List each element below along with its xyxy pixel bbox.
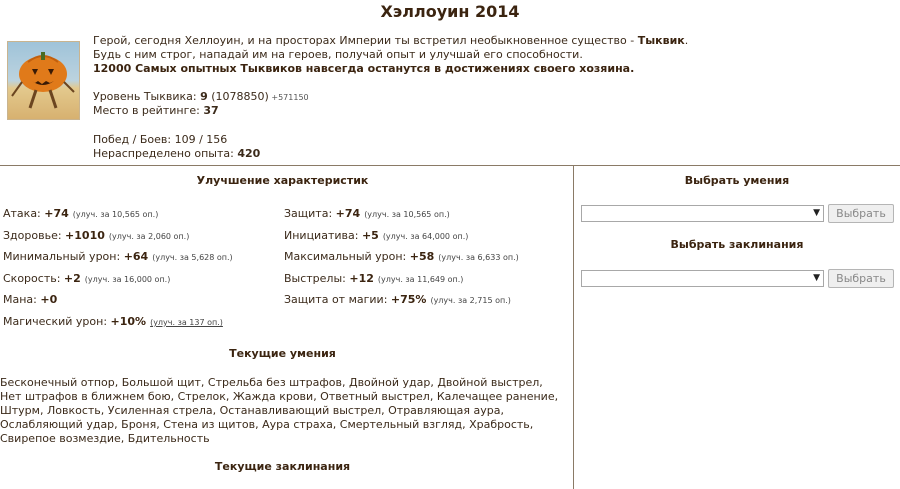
creature-name: Тыквик [637, 34, 685, 47]
unspent-label: Нераспределено опыта: [93, 147, 238, 160]
improve-title: Улучшение характеристик [196, 174, 369, 187]
skills-list: Бесконечный отпор, Большой щит, Стрельба без штрафов, Двойной удар, Двойной выстрел, Нет штрафов в ближнем бою, Стрелок, Жажда крови, Ответный выстрел, Калечащее ранение, Штурм, Ловкость, Усиленная стрела, Останавливающий выстрел, Отравляющая аура, Ослабляющий удар, Броня, Стена из щитов, Аура страха, Смертельный взгляд, Храбрость, Свирепое возмездие, Бдительность [0, 376, 559, 445]
skills-select[interactable] [581, 205, 824, 222]
rank-value: 37 [203, 104, 219, 117]
rank-row [93, 104, 219, 118]
improve-link[interactable]: (улуч. за 10,565 оп.) [364, 210, 450, 219]
attr-label: Мана: [3, 293, 41, 306]
improve-link[interactable]: (улуч. за 6,633 оп.) [438, 253, 519, 262]
improve-link[interactable]: (улуч. за 64,000 оп.) [382, 232, 469, 241]
attr-label: Выстрелы: [284, 272, 350, 285]
wins-row: Побед / Боев: 109 / 156 [93, 133, 228, 146]
pumpkin-avatar [7, 41, 80, 120]
attr-health [3, 229, 189, 242]
page-title: Хэллоуин 2014 [380, 2, 520, 21]
attr-label: Защита: [284, 207, 336, 220]
attr-label: Инициатива: [284, 229, 362, 242]
choose-skill-button[interactable]: Выбрать [828, 204, 894, 223]
improve-link[interactable]: (улуч. за 16,000 оп.) [84, 275, 171, 284]
attr-magic-damage [3, 315, 223, 328]
choose-spells-title: Выбрать заклинания [670, 238, 804, 251]
attr-label: Скорость: [3, 272, 64, 285]
attr-label: Защита от магии: [284, 293, 391, 306]
rank-label: Место в рейтинге: [93, 104, 204, 117]
level-plus: +571150 [268, 93, 309, 102]
intro-line1-end: . [684, 34, 689, 47]
improve-link[interactable]: (улуч. за 137 оп.) [150, 318, 223, 327]
attr-attack [3, 207, 158, 220]
attr-shots [284, 272, 463, 285]
improve-link[interactable]: (улуч. за 2,715 оп.) [430, 296, 511, 305]
improve-link[interactable]: (улуч. за 2,060 оп.) [108, 232, 190, 241]
intro-line2: Будь с ним строг, нападай им на героев, получай опыт и улучшай его способности. [93, 48, 583, 61]
attr-defense [284, 207, 450, 220]
level-row [93, 90, 309, 105]
attr-label: Здоровье: [3, 229, 66, 242]
vertical-divider [573, 165, 574, 489]
level-exp: (1078850) [207, 90, 269, 103]
spells-select[interactable] [581, 270, 824, 287]
attr-speed [3, 272, 170, 285]
level-label: Уровень Тыквика: [93, 90, 201, 103]
dropdown-arrow-icon: ▼ [813, 208, 820, 218]
unspent-value: 420 [237, 147, 261, 160]
attr-value: +58 [409, 250, 435, 263]
attr-label: Максимальный урон: [284, 250, 410, 263]
dropdown-arrow-icon: ▼ [813, 273, 820, 283]
level-value: 9 [200, 90, 208, 103]
attr-value: +5 [361, 229, 379, 242]
attr-magic-defense [284, 293, 511, 306]
attr-max-damage [284, 250, 519, 263]
attr-value: +74 [335, 207, 361, 220]
skills-title: Текущие умения [229, 347, 336, 360]
improve-link[interactable]: (улуч. за 5,628 оп.) [152, 253, 233, 262]
attr-value: +64 [123, 250, 149, 263]
attr-value: +74 [44, 207, 69, 220]
intro-line1: Герой, сегодня Хеллоуин, и на просторах Империи ты встретил необыкновенное существо - [93, 34, 638, 47]
unspent-row [93, 147, 260, 161]
attr-mana [3, 293, 57, 306]
attr-label: Магический урон: [3, 315, 111, 328]
improve-link[interactable]: (улуч. за 10,565 оп.) [72, 210, 159, 219]
attr-value: +2 [63, 272, 81, 285]
choose-skills-title: Выбрать умения [684, 174, 790, 187]
choose-spell-button[interactable]: Выбрать [828, 269, 894, 288]
attr-value: +10% [110, 315, 147, 328]
attr-value: +75% [390, 293, 427, 306]
horizontal-divider [0, 165, 900, 166]
attr-label: Атака: [3, 207, 45, 220]
spells-title: Текущие заклинания [214, 460, 351, 473]
attr-min-damage [3, 250, 233, 263]
attr-label: Минимальный урон: [3, 250, 124, 263]
attr-value: +1010 [65, 229, 105, 242]
intro-line3: 12000 Самых опытных Тыквиков навсегда останутся в достижениях своего хозяина. [93, 62, 635, 75]
attr-value: +12 [349, 272, 374, 285]
intro-text [93, 34, 793, 76]
improve-link[interactable]: (улуч. за 11,649 оп.) [377, 275, 464, 284]
attr-value: +0 [40, 293, 58, 306]
pumpkin-icon [8, 42, 79, 119]
attr-initiative [284, 229, 468, 242]
